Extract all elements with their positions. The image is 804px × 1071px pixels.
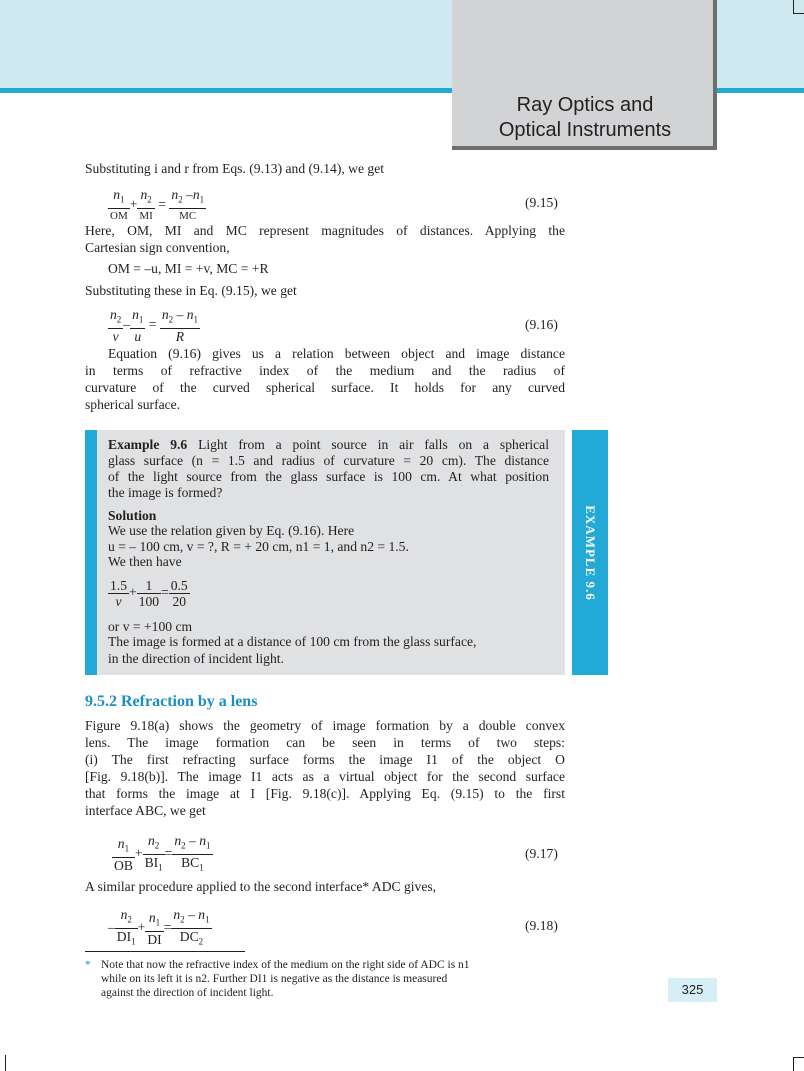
- section-line: lens. The image formation can be seen in terms of two steps:: [85, 735, 565, 750]
- solution-line: We then have: [108, 554, 182, 569]
- solution-line: or v = +100 cm: [108, 619, 193, 634]
- equation-9-16: $\frac{n_2}{v}$ – $\frac{n_1}{u}$ = $\frac{n_2 - n_1}{R}$: [110, 307, 199, 344]
- example-question-line: the image is formed?: [108, 485, 223, 500]
- crop-mark: [5, 1055, 6, 1071]
- footnote-line: Note that now the refractive index of the medium on the right side of ADC is n1: [101, 959, 470, 971]
- page-number: 325: [668, 978, 717, 1002]
- equation-9-17: $\frac{n_1}{OB}$ + $\frac{n_2}{BI_1}$ = $\frac{n_2 - n_1}{BC_1}$: [114, 833, 211, 873]
- example-question-line: of the light source from the glass surface is 100 cm. At what position: [108, 469, 549, 484]
- chapter-title-line1: Ray Optics and: [516, 94, 654, 116]
- section-heading: 9.5.2 Refraction by a lens: [85, 693, 258, 710]
- paragraph-line: Cartesian sign convention,: [85, 240, 230, 255]
- solution-line: u = – 100 cm, v = ?, R = + 20 cm, n1 = 1, and n2 = 1.5.: [108, 539, 409, 554]
- crop-mark: [793, 13, 804, 14]
- equation-number: (9.18): [525, 918, 558, 933]
- equation-9-18: – $\frac{n_2}{DI_1}$ + $\frac{n_1}{DI}$ = $\frac{n_2 - n_1}{DC_2}$: [108, 907, 210, 947]
- footnote-rule: [85, 951, 245, 952]
- solution-heading: Solution: [108, 508, 157, 523]
- section-line: [Fig. 9.18(b)]. The image I1 acts as a virtual object for the second surface: [85, 769, 565, 784]
- example-question-line: [108, 436, 549, 453]
- example-side-label-wrap: [572, 430, 608, 675]
- paragraph-line: Here, OM, MI and MC represent magnitudes of distances. Applying the: [85, 223, 565, 238]
- equation-9-15: $n_1$ OM + $n_2$ MI = $n_2$ $-n_1$ MC: [110, 187, 205, 222]
- section-line: (i) The first refracting surface forms the image I1 of the object O: [85, 752, 565, 767]
- sign-convention-values: OM = –u, MI = +v, MC = +R: [108, 261, 269, 276]
- equation-number: (9.15): [525, 195, 558, 210]
- solution-equation: $\frac{1.5}{v}$ + $\frac{1}{100}$ = $\frac{0.5}{20}$: [110, 578, 188, 609]
- section-line: Figure 9.18(a) shows the geometry of image formation by a double convex: [85, 718, 565, 733]
- paragraph-line: in terms of refractive index of the medium and the radius of: [85, 363, 565, 378]
- chapter-title: [460, 93, 710, 143]
- example-question-text: Light from a point source in air falls on a spherical: [198, 437, 549, 452]
- footnote-line: while on its left it is n2. Further DI1 is negative as the distance is measured: [101, 973, 448, 985]
- equation-number: (9.17): [525, 846, 558, 861]
- crop-mark: [793, 1057, 804, 1058]
- section-line: that forms the image at I [Fig. 9.18(c)]. Applying Eq. (9.15) to the first: [85, 786, 565, 801]
- footnote-line: against the direction of incident light.: [101, 987, 274, 999]
- intro-line: Substituting i and r from Eqs. (9.13) and (9.14), we get: [85, 161, 385, 176]
- section-line: interface ABC, we get: [85, 803, 206, 818]
- solution-line: The image is formed at a distance of 100 cm from the glass surface,: [108, 634, 477, 649]
- example-side-label: EXAMPLE 9.6: [583, 504, 598, 601]
- solution-line: in the direction of incident light.: [108, 651, 284, 666]
- example-label: Example 9.6: [108, 437, 188, 452]
- crop-mark: [793, 1057, 794, 1071]
- example-question-line: glass surface (n = 1.5 and radius of curvature = 20 cm). The distance: [108, 453, 549, 468]
- paragraph-line: curvature of the curved spherical surface. It holds for any curved: [85, 380, 565, 395]
- crop-mark: [793, 0, 794, 14]
- chapter-title-line2: Optical Instruments: [498, 119, 672, 141]
- paragraph-line: Substituting these in Eq. (9.15), we get: [85, 283, 297, 298]
- equation-number: (9.16): [525, 317, 558, 332]
- paragraph-line: Equation (9.16) gives us a relation between object and image distance: [108, 346, 565, 361]
- footnote-asterisk: *: [85, 959, 91, 971]
- section-line: A similar procedure applied to the second interface* ADC gives,: [85, 879, 437, 894]
- solution-line: We use the relation given by Eq. (9.16). Here: [108, 523, 355, 538]
- paragraph-line: spherical surface.: [85, 397, 181, 412]
